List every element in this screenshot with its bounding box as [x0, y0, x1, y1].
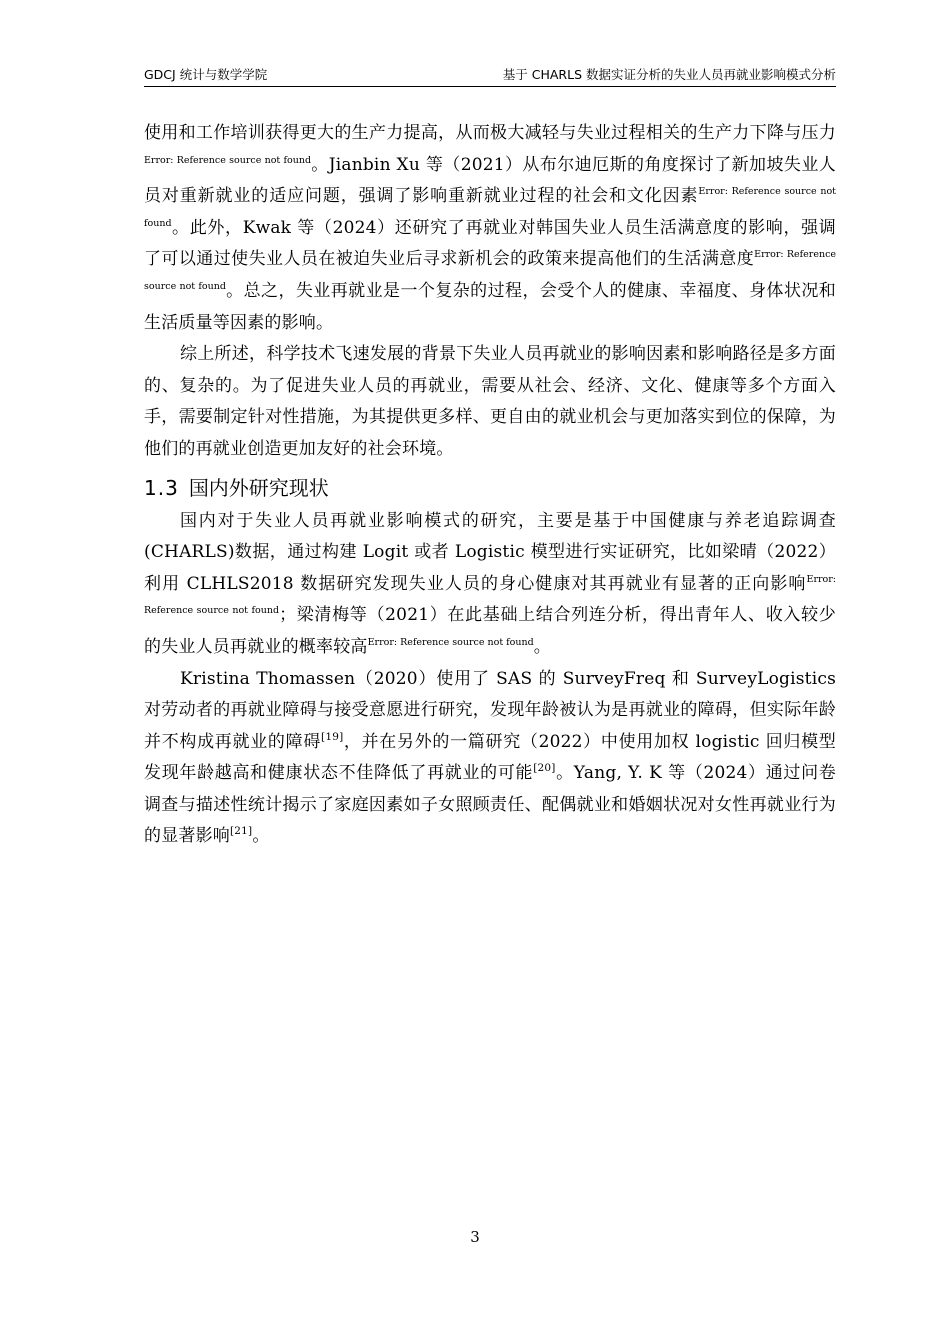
p3-text-a: 国内对于失业人员再就业影响模式的研究，主要是基于中国健康与养老追踪调查(CHARLS)数据，通过构建 Logit 或者 Logistic 模型进行实证研究，比如梁晴（2022）利用 CLHLS2018 数据研究发现失业人员的身心健康对其再就业有显著的正向影响: [144, 510, 836, 594]
ref-error: Error: Reference source not found: [367, 636, 534, 648]
p4-text-a: Kristina Thomassen（2020）使用了 SAS 的 SurveyFreq 和 SurveyLogistics 对劳动者的再就业障碍与接受意愿进行研究，发现年龄被认为是再就业的障碍，但实际年龄并不构成再就业的障碍: [144, 668, 836, 752]
p1-text-b: 。Jianbin Xu 等（2021）从布尔迪厄斯的角度探讨了新加坡失业人员对重新就业的适应问题，强调了影响重新就业过程的社会和文化因素: [144, 154, 836, 207]
page-number: 3: [470, 1228, 480, 1246]
page-header: [144, 66, 836, 87]
page-body: [144, 118, 836, 853]
p1-text-d: 。总之，失业再就业是一个复杂的过程，会受个人的健康、幸福度、身体状况和生活质量等因素的影响。: [144, 280, 837, 333]
header-left: GDCJ 统计与数学学院: [144, 67, 268, 82]
paragraph-4: [144, 664, 836, 854]
section-title: 国内外研究现状: [188, 475, 329, 500]
section-heading: [144, 472, 836, 504]
p1-text-c: 。此外，Kwak 等（2024）还研究了再就业对韩国失业人员生活满意度的影响，强调了可以通过使失业人员在被迫失业后寻求新机会的政策来提高他们的生活满意度: [144, 217, 836, 270]
header-right: 基于 CHARLS 数据实证分析的失业人员再就业影响模式分析: [502, 67, 836, 82]
p4-text-d: 。: [252, 826, 270, 847]
citation-19: [19]: [321, 730, 344, 743]
ref-error: Error: Reference source not found: [144, 573, 836, 617]
p4-text-c: 。Yang, Y. K 等（2024）通过问卷调查与描述性统计揭示了家庭因素如子女照顾责任、配偶就业和婚姻状况对女性再就业行为的显著影响: [144, 763, 837, 847]
p1-text-a: 使用和工作培训获得更大的生产力提高，从而极大减轻与失业过程相关的生产力下降与压力: [144, 123, 836, 143]
ref-error: Error: Reference source not found: [144, 249, 837, 292]
paragraph-3: [144, 506, 836, 664]
citation-20: [20]: [533, 762, 556, 775]
p4-text-b: ，并在另外的一篇研究（2022）中使用加权 logistic 回归模型发现年龄越高和健康状态不佳降低了再就业的可能: [144, 731, 837, 784]
citation-21: [21]: [230, 825, 253, 838]
p3-text-b: ；梁清梅等（2021）在此基础上结合列连分析，得出青年人、收入较少的失业人员再就业的概率较高: [144, 605, 836, 657]
ref-error: Error: Reference source not found: [144, 186, 837, 229]
paragraph-1: [144, 118, 836, 339]
ref-error: Error: Reference source not found: [144, 154, 312, 166]
paragraph-2: 综上所述，科学技术飞速发展的背景下失业人员再就业的影响因素和影响路径是多方面的、复杂的。为了促进失业人员的再就业，需要从社会、经济、文化、健康等多个方面入手，需要制定针对性措施，为其提供更多样、更自由的就业机会与更加落实到位的保障，为他们的再就业创造更加友好的社会环境。: [144, 344, 836, 459]
section-number: 1.3: [144, 475, 179, 500]
p3-text-c: 。: [533, 636, 551, 657]
